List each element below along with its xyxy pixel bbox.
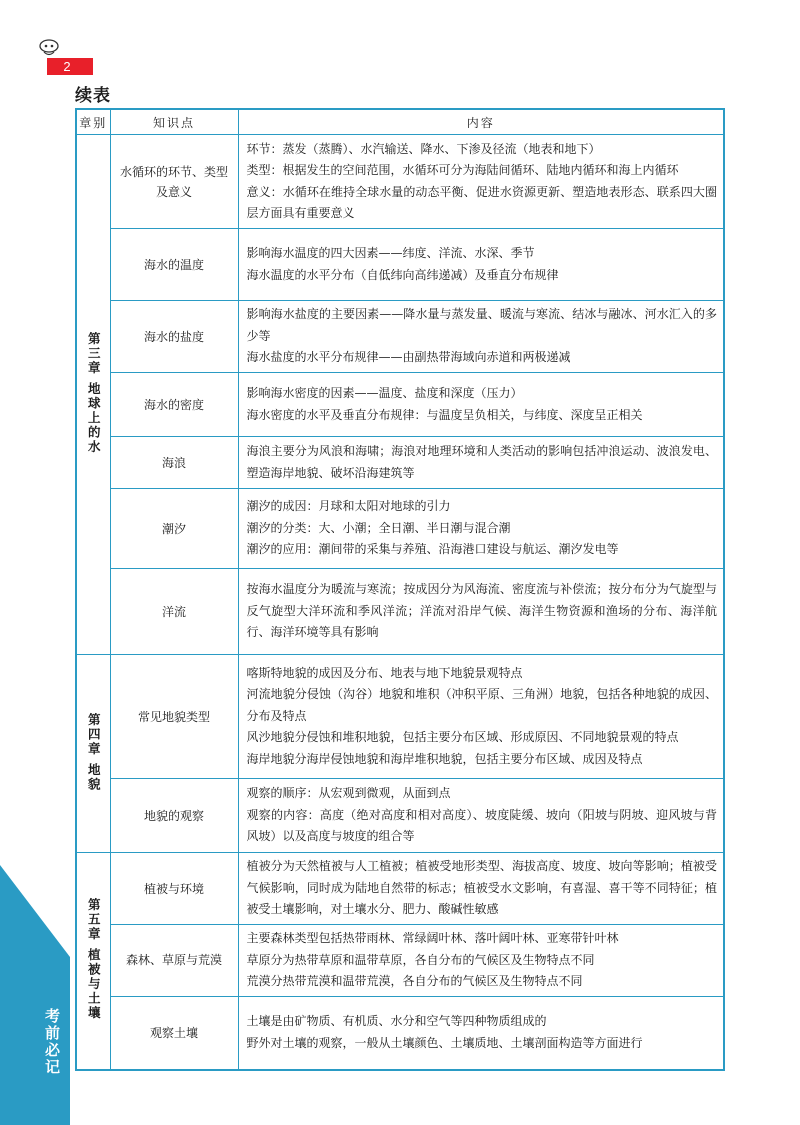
chapter-name: 第四章 地貌 <box>86 712 102 792</box>
side-band <box>0 865 70 1125</box>
table-row <box>76 853 724 925</box>
content-line: 影响海水温度的四大因素——纬度、洋流、水深、季节 <box>246 246 535 260</box>
knowledge-point: 洋流 <box>110 569 238 655</box>
content-line: 类型：根据发生的空间范围，水循环可分为海陆间循环、陆地内循环和海上内循环 <box>246 163 679 177</box>
content-line: 风沙地貌分侵蚀和堆积地貌，包括主要分布区域、形成原因、不同地貌景观的特点 <box>246 730 679 745</box>
content-line: 海水盐度的水平分布规律——由副热带海域向赤道和两极递减 <box>246 350 571 365</box>
knowledge-point: 森林、草原与荒漠 <box>110 925 238 997</box>
cartoon-logo-icon <box>38 38 60 58</box>
chapter-cell <box>76 853 110 1071</box>
content-line: 河流地貌分侵蚀（沟谷）地貌和堆积（冲积平原、三角洲）地貌，包括各种地貌的成因、分布及特点 <box>246 687 717 723</box>
knowledge-point: 海水的温度 <box>110 229 238 301</box>
content-cell <box>238 569 724 655</box>
content-cell <box>238 996 724 1070</box>
chapter-name: 第三章 地球上的水 <box>86 331 102 455</box>
table-row <box>76 996 724 1070</box>
knowledge-point: 地貌的观察 <box>110 779 238 853</box>
chapter-cell <box>76 135 110 655</box>
chapter-cell <box>76 655 110 853</box>
table-row <box>76 373 724 437</box>
content-line: 野外对土壤的观察，一般从土壤颜色、土壤质地、土壤剖面构造等方面进行 <box>246 1035 643 1050</box>
knowledge-point: 海浪 <box>110 437 238 489</box>
content-cell <box>238 853 724 925</box>
continued-label: 续表 <box>75 86 111 106</box>
chapter-name: 第五章 植被与土壤 <box>86 898 102 1021</box>
knowledge-point: 植被与环境 <box>110 853 238 925</box>
content-line: 海岸地貌分海岸侵蚀地貌和海岸堆积地貌，包括主要分布区域、成因及特点 <box>246 751 643 766</box>
content-line: 海浪主要分为风浪和海啸；海浪对地理环境和人类活动的影响包括冲浪运动、波浪发电、塑造海岸地貌、破坏沿海建筑等 <box>246 444 717 480</box>
knowledge-table <box>75 108 725 1071</box>
knowledge-point: 海水的盐度 <box>110 301 238 373</box>
content-cell <box>238 489 724 569</box>
header-chapter: 章别 <box>76 109 110 135</box>
content-cell <box>238 925 724 997</box>
content-cell <box>238 373 724 437</box>
table-row <box>76 569 724 655</box>
table-row <box>76 135 724 229</box>
content-line: 草原分为热带草原和温带草原，各自分布的气候区及生物特点不同 <box>246 952 595 967</box>
content-line: 土壤是由矿物质、有机质、水分和空气等四种物质组成的 <box>246 1014 547 1029</box>
content-line: 海水密度的水平及垂直分布规律：与温度呈负相关，与纬度、深度呈正相关 <box>246 407 643 422</box>
content-line: 潮汐的成因：月球和太阳对地球的引力 <box>246 499 451 514</box>
content-cell <box>238 301 724 373</box>
content-cell <box>238 779 724 853</box>
table-row <box>76 779 724 853</box>
page-number-tab <box>47 58 93 75</box>
knowledge-point: 潮汐 <box>110 489 238 569</box>
table-row <box>76 655 724 779</box>
content-line: 影响海水盐度的主要因素——降水量与蒸发量、暖流与寒流、结冰与融冰、河水汇入的多少等 <box>246 307 717 343</box>
content-line: 植被分为天然植被与人工植被；植被受地形类型、海拔高度、坡度、坡向等影响；植被受气候影响，同时成为陆地自然带的标志；植被受水文影响，有喜湿、喜干等不同特征；植被受土壤影响，对土壤水分、肥力、酸碱性敏感 <box>246 859 717 917</box>
content-line: 主要森林类型包括热带雨林、常绿阔叶林、落叶阔叶林、亚寒带针叶林 <box>246 931 619 945</box>
knowledge-point: 观察土壤 <box>110 996 238 1070</box>
header-content: 内容 <box>238 109 724 135</box>
content-cell <box>238 655 724 779</box>
knowledge-point: 常见地貌类型 <box>110 655 238 779</box>
table-row <box>76 437 724 489</box>
content-line: 按海水温度分为暖流与寒流；按成因分为风海流、密度流与补偿流；按分布分为气旋型与反气旋型大洋环流和季风洋流；洋流对沿岸气候、海洋生物资源和渔场的分布、海洋航行、海洋环境等具有影响 <box>246 582 717 640</box>
content-line: 意义：水循环在维持全球水量的动态平衡、促进水资源更新、塑造地表形态、联系四大圈层方面具有重要意义 <box>246 184 717 220</box>
content-cell <box>238 135 724 229</box>
side-label: 考前必记 <box>43 1008 60 1076</box>
content-line: 荒漠分热带荒漠和温带荒漠，各自分布的气候区及生物特点不同 <box>246 974 583 988</box>
content-line: 影响海水密度的因素——温度、盐度和深度（压力） <box>246 386 523 400</box>
content-line: 海水温度的水平分布（自低纬向高纬递减）及垂直分布规律 <box>246 267 559 282</box>
content-line: 潮汐的应用：潮间带的采集与养殖、沿海港口建设与航运、潮汐发电等 <box>246 542 619 557</box>
table-header-row <box>76 109 724 135</box>
table-row <box>76 301 724 373</box>
header-knowledge-point: 知识点 <box>110 109 238 135</box>
content-line: 喀斯特地貌的成因及分布、地表与地下地貌景观特点 <box>246 665 523 680</box>
content-line: 环节：蒸发（蒸腾）、水汽输送、降水、下渗及径流（地表和地下） <box>246 141 601 156</box>
knowledge-point: 海水的密度 <box>110 373 238 437</box>
content-line: 潮汐的分类：大、小潮；全日潮、半日潮与混合潮 <box>246 520 511 535</box>
page-number: 2 <box>63 59 71 74</box>
knowledge-point: 水循环的环节、类型及意义 <box>110 135 238 229</box>
content-cell <box>238 229 724 301</box>
content-line: 观察的顺序：从宏观到微观，从面到点 <box>246 786 451 801</box>
table-row <box>76 489 724 569</box>
table-row <box>76 229 724 301</box>
content-line: 观察的内容：高度（绝对高度和相对高度）、坡度陡缓、坡向（阳坡与阴坡、迎风坡与背风坡）以及高度与坡度的组合等 <box>246 807 717 844</box>
content-cell <box>238 437 724 489</box>
table-row <box>76 925 724 997</box>
